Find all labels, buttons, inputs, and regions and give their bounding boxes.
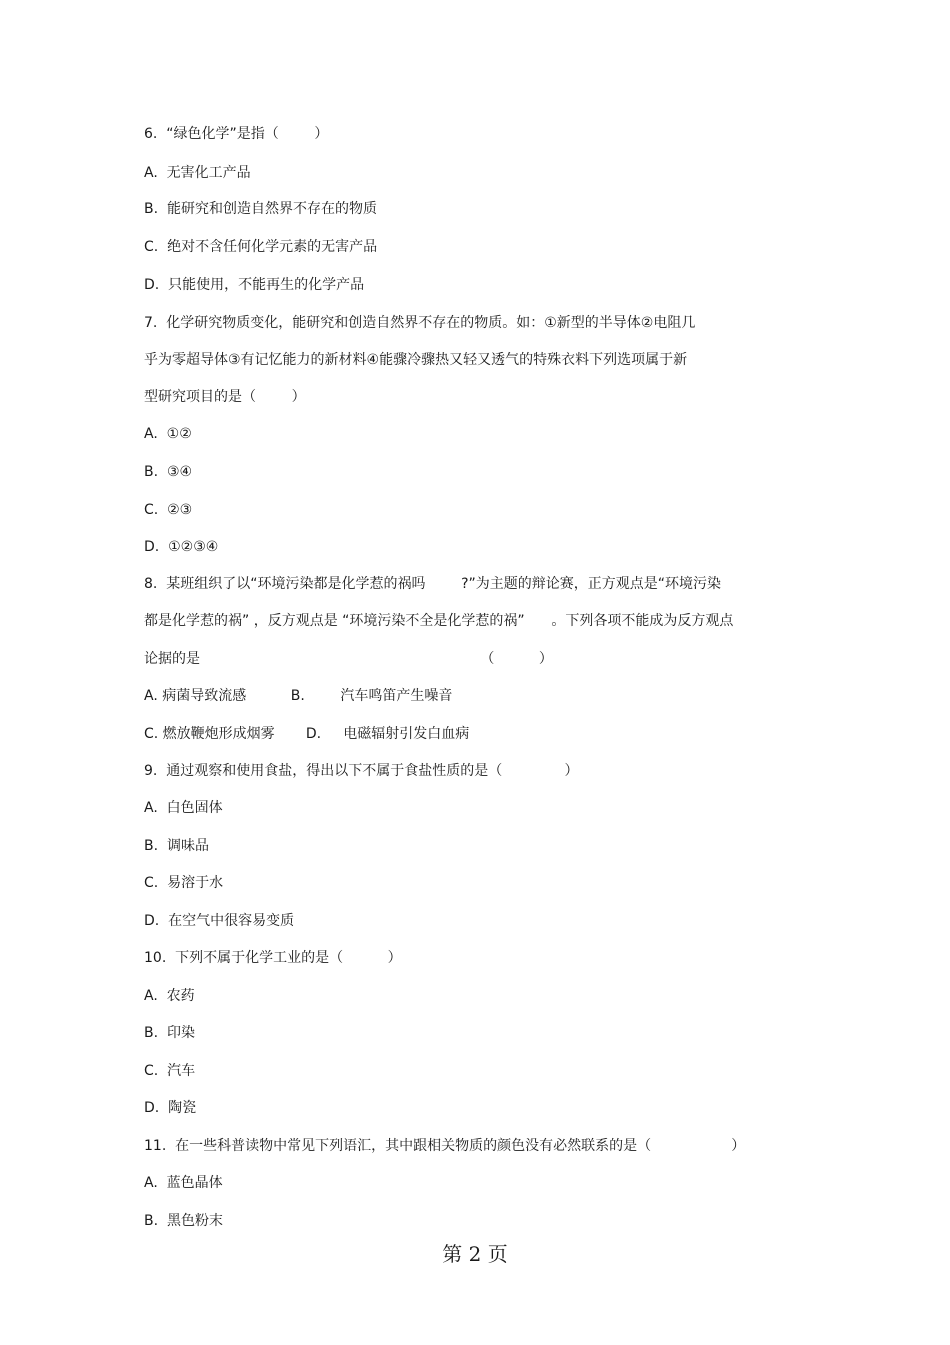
- question-7-option-a: A. ①②: [144, 426, 192, 442]
- question-9-option-b: B. 调味品: [144, 838, 209, 854]
- question-6-option-b: B. 能研究和创造自然界不存在的物质: [144, 201, 377, 217]
- question-7-stem-line-3: 型研究项目的是（ ）: [144, 389, 306, 405]
- question-8-options-cd: C. 燃放鞭炮形成烟雾 D. 电磁辐射引发白血病: [144, 726, 470, 742]
- question-8-stem-line-3: 论据的是 （ ）: [144, 651, 553, 667]
- question-11-option-a: A. 蓝色晶体: [144, 1175, 223, 1191]
- question-6-option-d: D. 只能使用，不能再生的化学产品: [144, 277, 365, 293]
- question-10-option-d: D. 陶瓷: [144, 1100, 197, 1116]
- question-6-stem: 6. “绿色化学”是指（ ）: [144, 126, 329, 142]
- question-7-stem-line-1: 7. 化学研究物质变化，能研究和创造自然界不存在的物质。如：①新型的半导体②电阻几: [144, 315, 696, 331]
- question-6-option-c: C. 绝对不含任何化学元素的无害产品: [144, 239, 378, 255]
- question-9-option-c: C. 易溶于水: [144, 875, 224, 891]
- page-number-footer: 第 2 页: [442, 1242, 508, 1266]
- question-10-option-b: B. 印染: [144, 1025, 195, 1041]
- question-10-stem: 10. 下列不属于化学工业的是（ ）: [144, 950, 402, 966]
- question-11-stem: 11. 在一些科普读物中常见下列语汇，其中跟相关物质的颜色没有必然联系的是（ ）: [144, 1138, 746, 1154]
- question-10-option-a: A. 农药: [144, 988, 195, 1004]
- question-8-stem-line-2: 都是化学惹的祸” ，反方观点是 “环境污染不全是化学惹的祸” 。下列各项不能成为反方观点: [144, 613, 734, 629]
- question-7-option-d: D. ①②③④: [144, 539, 219, 555]
- question-9-option-d: D. 在空气中很容易变质: [144, 913, 295, 929]
- question-8-options-ab: A. 病菌导致流感 B. 汽车鸣笛产生噪音: [144, 688, 453, 704]
- question-11-option-b: B. 黑色粉末: [144, 1213, 223, 1229]
- question-7-stem-line-2: 乎为零超导体③有记忆能力的新材料④能骤冷骤热又轻又透气的特殊衣料下列选项属于新: [144, 352, 688, 368]
- question-9-stem: 9. 通过观察和使用食盐，得出以下不属于食盐性质的是（ ）: [144, 763, 579, 779]
- question-10-option-c: C. 汽车: [144, 1063, 196, 1079]
- question-7-option-c: C. ②③: [144, 502, 193, 518]
- question-7-option-b: B. ③④: [144, 464, 193, 480]
- question-6-option-a: A. 无害化工产品: [144, 165, 251, 181]
- question-8-stem-line-1: 8. 某班组织了以“环境污染都是化学惹的祸吗 ?”为主题的辩论赛，正方观点是“环境污染: [144, 576, 722, 592]
- question-9-option-a: A. 白色固体: [144, 800, 223, 816]
